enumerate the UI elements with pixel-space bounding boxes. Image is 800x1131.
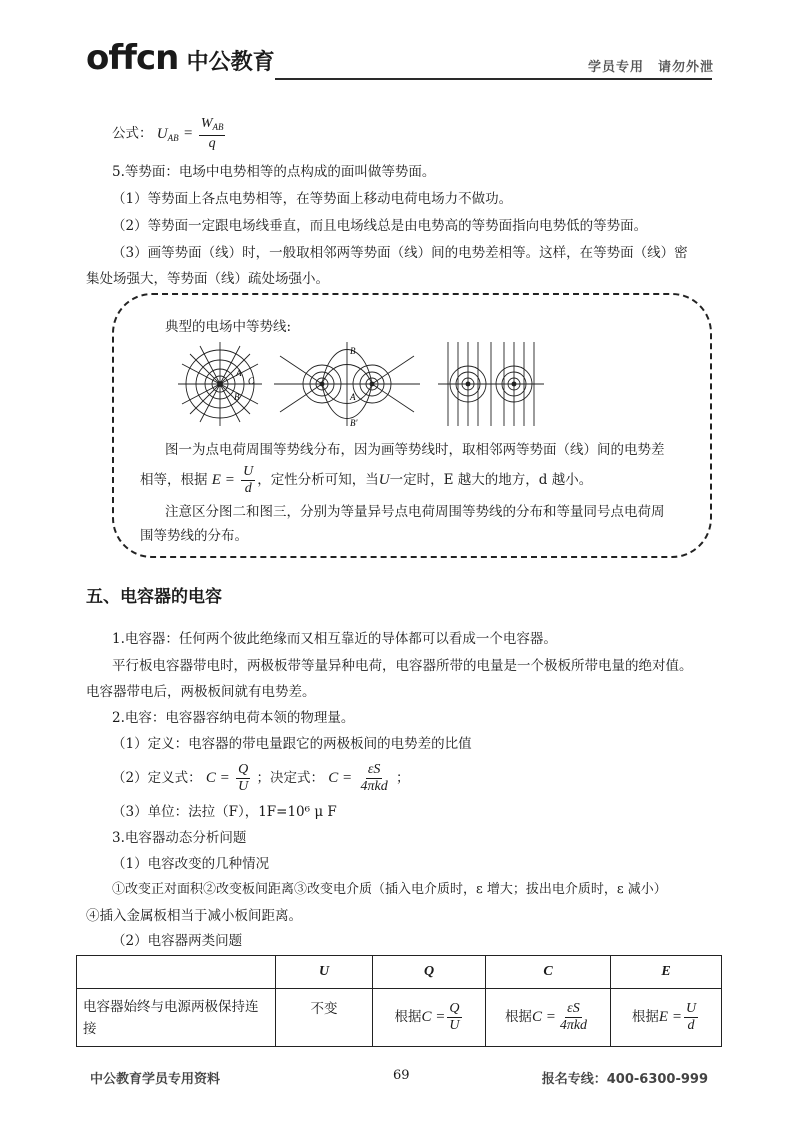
row-label: 电容器始终与电源两极保持连接	[77, 989, 276, 1047]
table-header-q: Q	[373, 956, 486, 989]
figure-point-charge	[176, 340, 264, 428]
cell-c: 根据C = $\frac{\varepsilon S}{\text{4πkd}}$	[486, 989, 611, 1047]
box-note2: 围等势线的分布。	[140, 528, 248, 544]
table-header-e: E	[611, 956, 722, 989]
capacitor-problem-table	[76, 955, 722, 1047]
cap-formulas: （2）定义式： C = $\frac{Q}{U}$ ；决定式： C = $\frac{\varepsilon S}{\text{4πkd}}$ ；	[112, 762, 410, 794]
cap-line12: （2）电容器两类问题	[112, 933, 243, 949]
box-desc2: 相等，根据 E = $\frac{U}{d}$ ，定性分析可知，当U一定时，E 越大的地方，d 越小。	[140, 464, 593, 496]
item5-point3a: （3）画等势面（线）时，一般取相邻两等势面（线）间的电势差相等。这样，在等势面（线）密	[112, 245, 688, 261]
cap-line7: （3）单位：法拉（F），1F=10⁶ μ F	[112, 804, 337, 820]
formula-fraction: $\frac{W_{AB}}{q}$	[200, 116, 224, 151]
footer-hotline: 报名专线：400-6300-999	[541, 1072, 708, 1087]
table-header-c: C	[486, 956, 611, 989]
cap-line9: （1）电容改变的几种情况	[112, 856, 270, 872]
formula-uab: 公式： $U_{AB}$ = $\frac{W_{AB}}{q}$	[112, 116, 224, 151]
svg-text:A: A	[350, 392, 356, 402]
formula-prefix: 公式：	[112, 125, 153, 142]
header-confidential-note: 学员专用 请勿外泄	[587, 60, 714, 75]
table-header-u: U	[276, 956, 373, 989]
svg-text:A: A	[236, 368, 242, 378]
box-desc1: 图一为点电荷周围等势线分布，因为画等势线时，取相邻两等势面（线）间的电势差	[165, 442, 665, 458]
header-rule	[275, 78, 712, 80]
svg-text:B': B'	[350, 418, 358, 428]
svg-text:B: B	[350, 346, 356, 356]
logo-chinese: 中公教育	[186, 50, 275, 75]
svg-text:C: C	[248, 376, 255, 386]
figure-like-charges	[436, 338, 546, 430]
cap-line8: 3.电容器动态分析问题	[112, 830, 247, 846]
table-header-blank	[77, 956, 276, 989]
cell-u: 不变	[276, 989, 373, 1047]
table-header-row	[77, 956, 722, 989]
item5-point1: （1）等势面上各点电势相等，在等势面上移动电荷电场力不做功。	[112, 191, 513, 207]
svg-text:B: B	[234, 392, 240, 402]
cap-line2: 平行板电容器带电时，两极板带等量异种电荷，电容器所带的电量是一个极板所带电量的绝对值。	[112, 658, 693, 674]
cap-line4: 2.电容：电容器容纳电荷本领的物理量。	[112, 710, 355, 726]
page-number: 69	[393, 1068, 410, 1083]
item5-point3b: 集处场强大，等势面（线）疏处场强小。	[86, 271, 329, 287]
item5-title: 5.等势面：电场中电势相等的点构成的面叫做等势面。	[112, 164, 436, 180]
logo-latin: offcn	[86, 38, 179, 78]
table-row	[77, 989, 722, 1047]
section-title: 五、电容器的电容	[86, 587, 222, 607]
cell-e: 根据E = $\frac{U}{d}$	[611, 989, 722, 1047]
cap-line3: 电容器带电后，两极板间就有电势差。	[86, 684, 316, 700]
footer-left: 中公教育学员专用资料	[90, 1072, 221, 1087]
cap-line5: （1）定义：电容器的带电量跟它的两极板间的电势差的比值	[112, 736, 472, 752]
cap-line11: ④插入金属板相当于减小板间距离。	[86, 908, 302, 924]
box-title: 典型的电场中等势线:	[165, 319, 292, 335]
offcn-logo	[86, 38, 276, 82]
figure-opposite-charges	[272, 338, 422, 430]
box-note1: 注意区分图二和图三，分别为等量异号点电荷周围等势线的分布和等量同号点电荷周	[165, 504, 665, 520]
item5-point2: （2）等势面一定跟电场线垂直，而且电场线总是由电势高的等势面指向电势低的等势面。	[112, 218, 648, 234]
cap-line1: 1.电容器：任何两个彼此绝缘而又相互靠近的导体都可以看成一个电容器。	[112, 631, 557, 647]
cap-line10: ①改变正对面积②改变板间距离③改变电介质（插入电介质时，ε 增大；拔出电介质时，ε 减小）	[112, 882, 667, 897]
cell-q: 根据C = $\frac{Q}{U}$	[373, 989, 486, 1047]
formula-lhs: $U_{AB}$	[156, 125, 179, 143]
